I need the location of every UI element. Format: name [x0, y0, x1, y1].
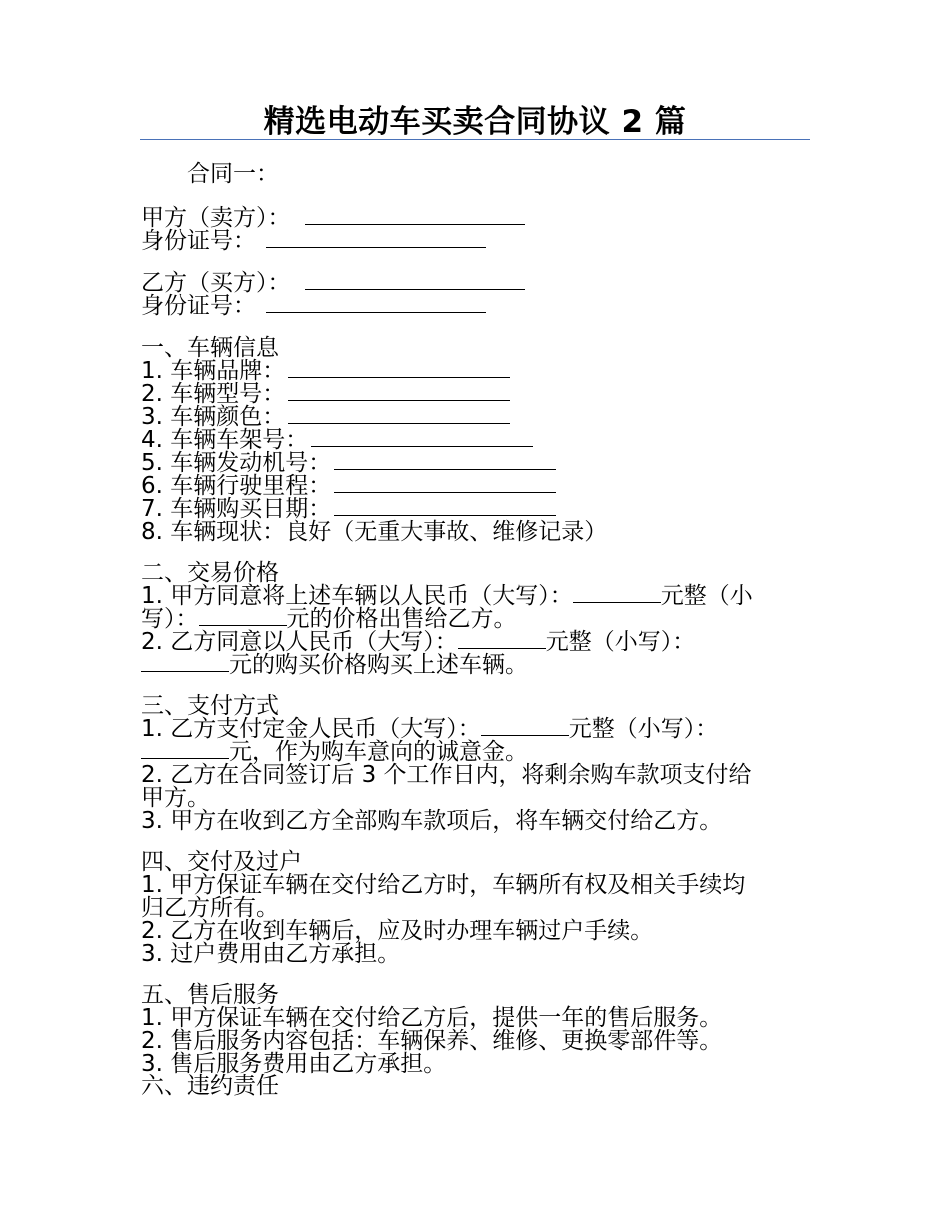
section-heading: 六、违约责任: [141, 1073, 279, 1099]
section-line: 2. 乙方在收到车辆后，应及时办理车辆过户手续。: [141, 918, 654, 944]
fill-blank: [141, 651, 229, 672]
party-b-label: 乙方（买方）：: [141, 270, 291, 296]
section-line: 1. 甲方保证车辆在交付给乙方后，提供一年的售后服务。: [141, 1005, 723, 1031]
section-line: 4. 车辆车架号：: [141, 425, 533, 455]
fill-blank: [199, 605, 287, 626]
party-b-id-label: 身份证号：: [141, 293, 256, 319]
section-line: 7. 车辆购买日期：: [141, 494, 556, 524]
document-title: 精选电动车买卖合同协议 2 篇: [263, 104, 687, 140]
section-line: 元，作为购车意向的诚意金。: [141, 737, 528, 767]
fill-blank: [288, 403, 510, 424]
section-line: 1. 甲方保证车辆在交付给乙方时，车辆所有权及相关手续均: [141, 872, 746, 898]
section-line: 2. 乙方同意以人民币（大写）： 元整（小写）：: [141, 629, 696, 655]
fill-blank: [141, 738, 229, 759]
party-b-id-line: [141, 291, 486, 321]
fill-blank: [288, 380, 510, 401]
section-line: 6. 车辆行驶里程：: [141, 471, 556, 501]
section-line: 3. 车辆颜色：: [141, 402, 510, 432]
section-line: 3. 售后服务费用由乙方承担。: [141, 1051, 447, 1077]
title-underline: [140, 139, 810, 140]
contract-label: 合同一：: [187, 161, 279, 187]
section-line: 归乙方所有。: [141, 895, 279, 921]
fill-blank: [458, 628, 546, 649]
party-a-label: 甲方（卖方）：: [141, 205, 291, 231]
section-heading: 一、车辆信息: [141, 335, 279, 361]
party-a-id-label: 身份证号：: [141, 228, 256, 254]
fill-blank: [334, 472, 556, 493]
section-line: 2. 车辆型号：: [141, 379, 510, 409]
section-line: 1. 车辆品牌：: [141, 356, 510, 386]
section-line: 元的购买价格购买上述车辆。: [141, 650, 528, 680]
party-b-id-blank: [266, 292, 486, 313]
section-line: 1. 甲方同意将上述车辆以人民币（大写）： 元整（小: [141, 583, 753, 609]
fill-blank: [311, 426, 533, 447]
fill-blank: [334, 495, 556, 516]
section-line: 2. 乙方在合同签订后 3 个工作日内，将剩余购车款项支付给: [141, 762, 752, 788]
fill-blank: [334, 449, 556, 470]
fill-blank: [481, 715, 569, 736]
section-heading: 四、交付及过户: [141, 849, 302, 875]
party-a-id-line: [141, 226, 486, 256]
section-line: 1. 乙方支付定金人民币（大写）： 元整（小写）：: [141, 716, 719, 742]
party-b-blank: [305, 269, 525, 290]
party-a-blank: [305, 204, 525, 225]
section-heading: 三、支付方式: [141, 693, 279, 719]
fill-blank: [573, 582, 661, 603]
section-line: 3. 过户费用由乙方承担。: [141, 941, 401, 967]
section-heading: 二、交易价格: [141, 560, 279, 586]
section-line: 甲方。: [141, 785, 210, 811]
party-a-id-blank: [266, 227, 486, 248]
fill-blank: [288, 357, 510, 378]
section-line: 5. 车辆发动机号：: [141, 448, 556, 478]
section-line: 写）： 元的价格出售给乙方。: [141, 606, 517, 632]
section-heading: 五、售后服务: [141, 982, 279, 1008]
section-line: 8. 车辆现状：良好（无重大事故、维修记录）: [141, 519, 608, 545]
section-line: 3. 甲方在收到乙方全部购车款项后，将车辆交付给乙方。: [141, 808, 723, 834]
section-line: 2. 售后服务内容包括：车辆保养、维修、更换零部件等。: [141, 1028, 723, 1054]
